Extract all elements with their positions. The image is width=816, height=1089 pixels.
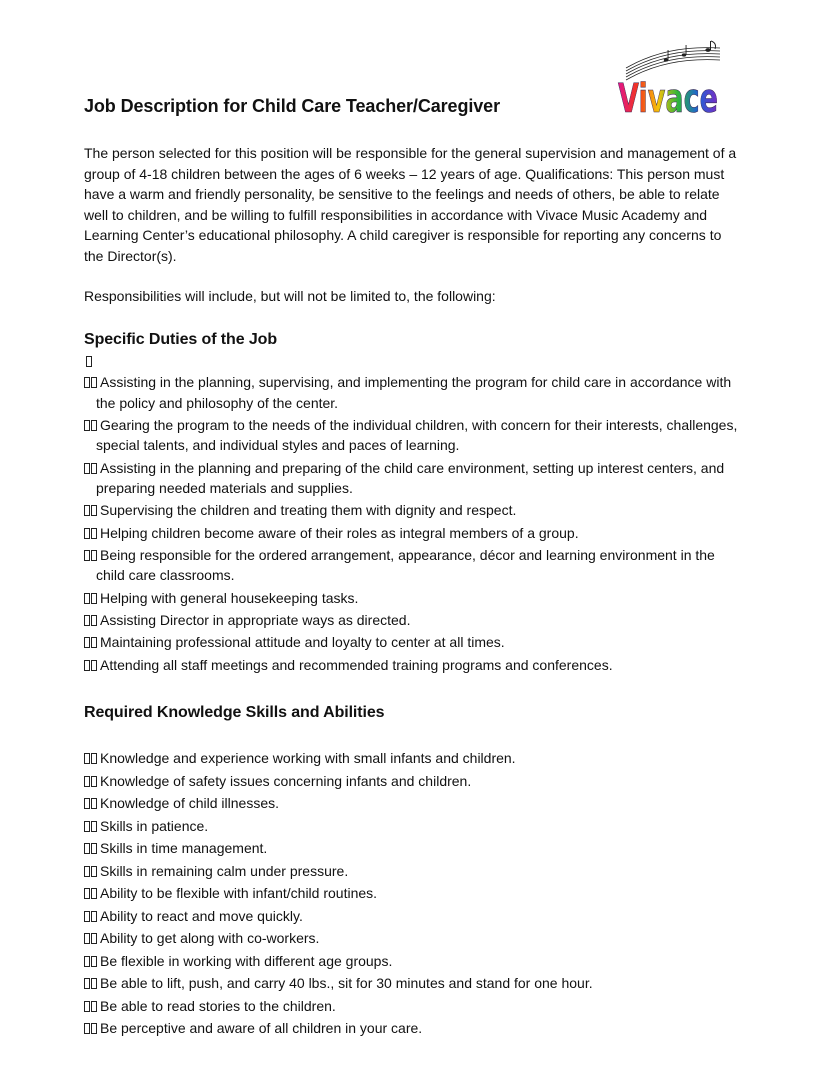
list-item xyxy=(84,771,744,792)
list-item xyxy=(84,906,744,927)
list-item xyxy=(84,996,744,1017)
list-item-text: Helping children become aware of their roles as integral members of a group. xyxy=(100,524,579,541)
list-item xyxy=(84,793,744,814)
list-item-text: Skills in time management. xyxy=(100,840,268,856)
list-item-text: Assisting in the planning, supervising, and implementing the program for child care in accordance with the policy and philosophy of the center. xyxy=(96,374,732,411)
list-item-text: Gearing the program to the needs of the individual children, with concern for their interests, challenges, special talents, and individual styles and paces of learning. xyxy=(96,416,738,454)
logo-text: Vivace xyxy=(618,76,718,122)
bullet-icon xyxy=(84,861,98,882)
intro-paragraph: The person selected for this position will be responsible for the general supervision and management of a group of 4-18 children between the ages of 6 weeks – 12 years of age. Qualifications: This person must have a warm and friendly personality, be sensitive to the feelings and needs of others, be able to relate well to children, and be willing to fulfill responsibilities in accordance with Vivace Music Academy and Learning Center’s educational philosophy. A child caregiver is responsible for reporting any concerns to the Director(s). xyxy=(84,145,737,264)
list-item-text: Be flexible in working with different age groups. xyxy=(100,952,393,969)
list-item-text: Knowledge of safety issues concerning infants and children. xyxy=(100,772,472,789)
vivace-logo xyxy=(604,40,732,120)
bullet-icon xyxy=(84,632,98,653)
list-item xyxy=(84,748,744,769)
list-item-text: Attending all staff meetings and recommended training programs and conferences. xyxy=(100,656,613,673)
list-item xyxy=(84,838,744,859)
list-item-text: Helping with general housekeeping tasks. xyxy=(100,589,359,606)
skills-heading: Required Knowledge Skills and Abilities xyxy=(84,704,385,721)
list-item-text: Knowledge and experience working with small infants and children. xyxy=(100,750,516,766)
list-item xyxy=(84,610,744,631)
bullet-icon xyxy=(84,500,98,521)
page-title: Job Description for Child Care Teacher/Caregiver xyxy=(84,96,500,116)
bullet-icon xyxy=(84,610,98,631)
list-item xyxy=(84,588,744,609)
list-item xyxy=(84,1018,744,1039)
list-item-text: Maintaining professional attitude and loyalty to center at all times. xyxy=(100,634,505,651)
list-item-text: Being responsible for the ordered arrangement, appearance, décor and learning environment in the child care classrooms. xyxy=(96,546,715,584)
list-item xyxy=(84,883,744,904)
list-item xyxy=(84,816,744,837)
responsibilities-intro: Responsibilities will include, but will not be limited to, the following: xyxy=(84,288,496,304)
bullet-icon xyxy=(84,996,98,1017)
bullet-icon xyxy=(84,816,98,837)
list-item xyxy=(84,951,744,972)
bullet-icon xyxy=(84,951,98,972)
bullet-icon xyxy=(84,748,98,769)
list-item-text: Skills in remaining calm under pressure. xyxy=(100,862,349,879)
list-item xyxy=(84,928,744,949)
list-item xyxy=(84,500,744,521)
list-item-text: Be able to read stories to the children. xyxy=(100,997,336,1014)
bullet-icon xyxy=(84,883,98,904)
list-item-text: Be able to lift, push, and carry 40 lbs., sit for 30 minutes and stand for one hour. xyxy=(100,975,593,991)
list-item-text: Assisting in the planning and preparing of the child care environment, setting up interest centers, and preparing needed materials and supplies. xyxy=(96,459,725,497)
list-item-text: Assisting Director in appropriate ways as directed. xyxy=(100,612,411,629)
list-item xyxy=(84,372,744,413)
skills-list xyxy=(84,748,744,1041)
duties-list xyxy=(84,372,744,677)
bullet-icon xyxy=(84,906,98,927)
list-item xyxy=(84,655,744,676)
list-item xyxy=(84,458,744,499)
list-item xyxy=(84,545,744,586)
bullet-icon xyxy=(84,655,98,676)
list-item-text: Supervising the children and treating them with dignity and respect. xyxy=(100,502,517,519)
list-item-text: Ability to react and move quickly. xyxy=(100,907,303,924)
list-item-text: Skills in patience. xyxy=(100,817,209,834)
bullet-icon xyxy=(84,415,98,436)
list-item xyxy=(84,861,744,882)
bullet-icon xyxy=(84,793,98,814)
bullet-icon xyxy=(84,458,98,479)
list-item xyxy=(84,415,744,456)
bullet-icon xyxy=(84,928,98,949)
bullet-icon xyxy=(84,545,98,566)
bullet-icon xyxy=(84,1018,98,1039)
list-item xyxy=(84,632,744,653)
bullet-icon xyxy=(84,523,98,544)
bullet-icon xyxy=(84,838,98,859)
bullet-icon xyxy=(84,973,98,994)
bullet-icon xyxy=(84,588,98,609)
duties-heading: Specific Duties of the Job xyxy=(84,331,277,348)
list-item-text: Ability to get along with co-workers. xyxy=(100,930,320,946)
bullet-icon xyxy=(84,771,98,792)
list-item-text: Knowledge of child illnesses. xyxy=(100,795,279,811)
bullet-icon xyxy=(84,372,98,393)
placeholder-glyph xyxy=(86,356,93,370)
list-item-text: Ability to be flexible with infant/child routines. xyxy=(100,885,378,901)
list-item-text: Be perceptive and aware of all children in your care. xyxy=(100,1020,423,1036)
list-item xyxy=(84,973,744,994)
list-item xyxy=(84,523,744,544)
